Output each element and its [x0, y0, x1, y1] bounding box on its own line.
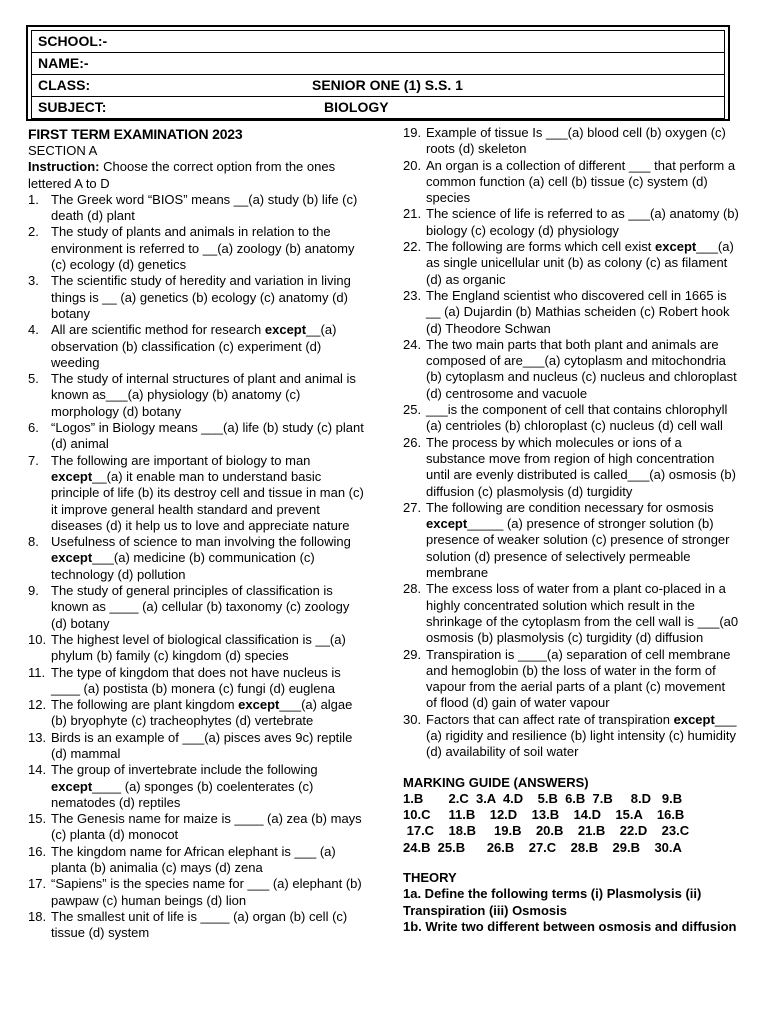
question-item [28, 371, 366, 420]
question-text: Transpiration is ____(a) separation of cell membrane and hemoglobin (b) the loss of water in the form of vapour from the aerial parts of a plant (c) movement of flood (d) gain of water vapour [426, 646, 731, 711]
question-item [28, 876, 366, 909]
question-number: 4. [28, 322, 39, 338]
question-options: ____ (a) sponges (b) coelenterates (c) nematodes (d) reptiles [51, 778, 314, 810]
question-text: The kingdom name for African elephant is ___ (a) planta (b) animalia (c) mays (d) zena [51, 843, 336, 876]
theory-question-1a: 1a. Define the following terms (i) Plasmolysis (ii) Transpiration (iii) Osmosis [403, 886, 702, 918]
question-item [28, 665, 366, 698]
question-text: The Greek word “BIOS” means __(a) study (b) life (c) death (d) plant [51, 191, 358, 224]
question-text: Factors that can affect rate of transpiration [426, 711, 674, 727]
question-number: 19. [403, 125, 422, 140]
question-emphasis: except [51, 468, 93, 484]
theory-title: THEORY [403, 870, 457, 886]
section-label: SECTION A [28, 143, 98, 158]
question-text: The following are condition necessary for osmosis [426, 499, 714, 515]
question-number: 21. [403, 206, 422, 222]
left-column [28, 125, 366, 942]
question-text: The following are plant kingdom [51, 697, 239, 713]
subject-row [32, 97, 724, 118]
question-options: __(a) observation (b) classification (c) experiment (d) weeding [51, 322, 337, 370]
question-number: 28. [403, 581, 422, 597]
question-number: 1. [28, 191, 39, 207]
question-item [28, 730, 366, 763]
question-text: The following are important of biology to man [51, 452, 311, 468]
question-text: ___is the component of cell that contains chlorophyll (a) centrioles (b) chloroplast (c) nucleus (d) cell wall [426, 402, 728, 434]
answer-row: 17.C 18.B 19.B 20.B 21.B 22.D 23.C [403, 823, 690, 839]
question-item [28, 632, 366, 665]
instruction-label: Instruction: [28, 159, 100, 175]
question-item [403, 402, 739, 435]
question-item [28, 420, 366, 453]
question-number: 22. [403, 239, 422, 255]
question-number: 29. [403, 646, 422, 662]
header-table [31, 30, 725, 119]
question-number: 9. [28, 583, 39, 599]
question-text: The smallest unit of life is ____ (a) organ (b) cell (c) tissue (d) system [51, 908, 348, 941]
question-text: The Genesis name for maize is ____ (a) zea (b) mays (c) planta (d) monocot [51, 811, 362, 843]
question-number: 25. [403, 402, 422, 418]
question-item [403, 288, 739, 337]
question-number: 14. [28, 762, 47, 778]
question-text: The study of internal structures of plant and animal is known as___(a) physiology (b) anatomy (c) morphology (d) botany [51, 371, 356, 419]
question-number: 27. [403, 499, 422, 515]
question-item [403, 337, 739, 402]
question-options: ___(a) medicine (b) communication (c) technology (d) pollution [51, 550, 315, 582]
question-options: __(a) it enable man to understand basic principle of life (b) its destroy cell and tissue in man (c) it improve general health standard and prevent diseases (d) it help us to love and appreciate nature [51, 468, 364, 533]
question-list-right [403, 125, 739, 761]
answer-row: 24.B 25.B 26.B 27.C 28.B 29.B 30.A [403, 839, 682, 855]
question-text: The two main parts that both plant and animals are composed of are___(a) cytoplasm and mitochondria (b) cytoplasm and nucleus (c) nucleus and chloroplast (d) centrosome and vacuole [426, 336, 737, 401]
question-text: “Sapiens” is the species name for ___ (a) elephant (b) pawpaw (c) human beings (d) lion [51, 876, 362, 908]
question-number: 17. [28, 876, 47, 892]
question-number: 6. [28, 420, 39, 436]
question-text: The study of plants and animals in relation to the environment is referred to __(a) zoology (b) anatomy (c) ecology (d) genetics [51, 224, 355, 273]
question-text: The group of invertebrate include the following [51, 762, 318, 778]
instruction [28, 159, 366, 192]
answer-row: 1.B 2.C 3.A 4.D 5.B 6.B 7.B 8.D 9.B [403, 790, 683, 806]
question-number: 15. [28, 811, 47, 827]
question-number: 24. [403, 336, 422, 352]
question-emphasis: except [51, 778, 93, 794]
question-item [403, 712, 739, 761]
question-number: 8. [28, 534, 39, 550]
question-item [28, 811, 366, 844]
question-options: ___(a) as single unicellular unit (b) as colony (c) as filament (d) as organic [426, 239, 734, 287]
question-text: The science of life is referred to as ___(a) anatomy (b) biology (c) ecology (d) physiology [426, 206, 739, 238]
question-number: 13. [28, 729, 47, 745]
question-item [403, 206, 739, 239]
question-emphasis: except [238, 697, 280, 713]
question-item [28, 909, 366, 942]
class-value: SENIOR ONE (1) S.S. 1 [312, 77, 463, 93]
question-text: The process by which molecules or ions of a substance move from region of high concentration until are evenly distributed is called___(a) osmosis (b) diffusion (c) plasmolysis (d) turgidity [426, 434, 736, 499]
theory-question-1b: 1b. Write two different between osmosis and diffusion [403, 918, 737, 934]
question-item [28, 697, 366, 730]
question-item [403, 500, 739, 581]
question-item [403, 239, 739, 288]
subject-label: SUBJECT: [38, 99, 107, 115]
question-number: 23. [403, 287, 422, 303]
question-number: 3. [28, 273, 39, 289]
question-number: 2. [28, 224, 39, 240]
answer-row: 10.C 11.B 12.D 13.B 14.D 15.A 16.B [403, 807, 685, 823]
question-options: ___ (a) rigidity and resilience (b) light intensity (c) humidity (d) availability of soil water [426, 711, 737, 760]
question-item [28, 762, 366, 811]
class-row [32, 75, 724, 97]
question-emphasis: except [264, 322, 307, 338]
question-item [28, 534, 366, 583]
question-number: 16. [28, 843, 47, 859]
question-number: 30. [403, 711, 422, 727]
question-item [403, 435, 739, 500]
question-text: An organ is a collection of different ___ that perform a common function (a) cell (b) tissue (c) system (d) species [426, 157, 736, 206]
question-text: “Logos” in Biology means ___(a) life (b) study (c) plant (d) animal [51, 420, 364, 452]
question-item [28, 224, 366, 273]
question-list-left [28, 192, 366, 942]
question-item [403, 158, 739, 207]
question-options: _____ (a) presence of stronger solution (b) presence of weaker solution (c) presence of stronger solution (d) presence of selectively permeable membrane [426, 516, 730, 581]
question-number: 7. [28, 452, 39, 468]
question-text: All are scientific method for research [51, 322, 265, 338]
question-number: 11. [28, 664, 46, 680]
question-emphasis: except [655, 239, 697, 255]
question-text: Usefulness of science to man involving the following [51, 534, 351, 550]
school-label: SCHOOL:- [38, 33, 108, 49]
school-row [32, 31, 724, 53]
question-options: ___(a) algae (b) bryophyte (c) tracheophytes (d) vertebrate [51, 697, 353, 729]
question-text: The study of general principles of classification is known as ____ (a) cellular (b) taxonomy (c) zoology (d) botany [51, 583, 350, 631]
question-item [28, 583, 366, 632]
question-text: The following are forms which cell exist [426, 239, 656, 255]
question-number: 26. [403, 434, 422, 450]
question-item [28, 192, 366, 225]
question-number: 20. [403, 157, 422, 173]
question-item [28, 844, 366, 877]
question-item [28, 453, 366, 534]
question-emphasis: except [426, 516, 468, 532]
instruction-text: Choose the correct option from the ones lettered A to D [28, 159, 336, 191]
question-text: The scientific study of heredity and variation in living things is __ (a) genetics (b) ecology (c) anatomy (d) botany [51, 273, 351, 321]
class-label: CLASS: [38, 77, 91, 93]
question-item [403, 581, 739, 646]
question-text: The highest level of biological classification is __(a) phylum (b) family (c) kingdom (d) species [51, 631, 346, 664]
question-text: Example of tissue Is ___(a) blood cell (b) oxygen (c) roots (d) skeleton [426, 125, 726, 157]
question-text: The excess loss of water from a plant co-placed in a highly concentrated solution which result in the shrinkage of the cytoplasm from the cell wall is ___(a0 osmosis (b) plasmolysis (c) turgidity (d) diffusion [426, 581, 739, 646]
subject-value: BIOLOGY [324, 99, 389, 115]
name-label: NAME:- [38, 55, 89, 71]
marking-guide-title: MARKING GUIDE (ANSWERS) [403, 774, 589, 790]
question-text: Birds is an example of ___(a) pisces aves 9c) reptile (d) mammal [51, 729, 353, 761]
question-item [28, 273, 366, 322]
question-number: 12. [28, 697, 47, 713]
question-item [403, 125, 739, 158]
name-row [32, 53, 724, 75]
header-box [26, 25, 730, 121]
question-emphasis: except [673, 711, 715, 727]
question-number: 5. [28, 371, 39, 387]
exam-title: FIRST TERM EXAMINATION 2023 [28, 126, 243, 142]
question-text: The England scientist who discovered cell in 1665 is __ (a) Dujardin (b) Mathias scheiden (c) Robert hook (d) Theodore Schwan [426, 287, 730, 336]
question-item [403, 647, 739, 712]
question-item [28, 322, 366, 371]
question-text: The type of kingdom that does not have nucleus is ____ (a) postista (b) monera (c) fungi (d) euglena [51, 664, 341, 696]
question-emphasis: except [51, 550, 93, 566]
question-number: 10. [28, 631, 47, 647]
right-column [403, 125, 739, 935]
question-number: 18. [28, 908, 47, 924]
